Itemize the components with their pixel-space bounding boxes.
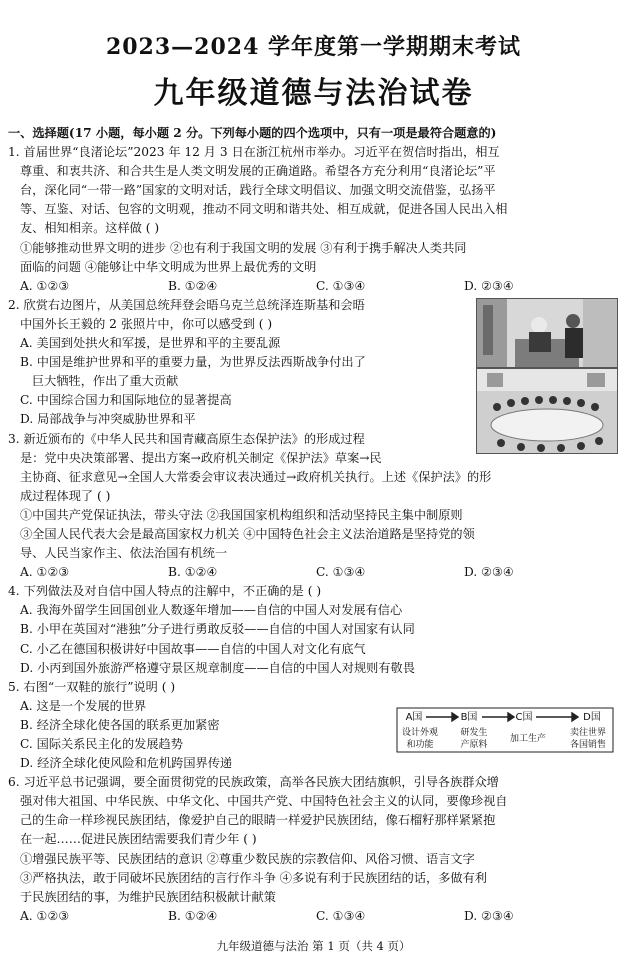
step-a-line2: 和功能 — [406, 740, 434, 750]
option-a: A. ①②③ — [20, 565, 70, 580]
q3-line: 主协商、征求意见→全国人大常委会审议表决通过→政府机关执行。上述《保护法》的形 — [20, 469, 492, 484]
page-footer: 九年级道德与法治 第 1 页（共 4 页） — [216, 939, 411, 953]
q6-line: 强对伟大祖国、中华民族、中华文化、中国共产党、中国特色社会主义的认同，要像珍视自 — [20, 794, 508, 809]
q5-line: 5. 右图“一双鞋的旅行”说明 ( ) — [8, 679, 176, 694]
exam-title-subject: 九年级道德与法治试卷 — [153, 76, 474, 111]
q6-choice: ③严格执法，敢于同破坏民族团结的言行作斗争 ④多说有利于民族团结的话，多做有利 — [20, 870, 487, 885]
step-c: 加工生产 — [509, 734, 547, 744]
country-d: D国 — [583, 712, 601, 723]
q1-line: 1. 首届世界“良渚论坛”2023 年 12 月 3 日在浙江杭州市举办。习近平在贺信时指出，相互 — [8, 145, 500, 160]
q4-line: 4. 下列做法及对自信中国人特点的注解中，不正确的是 ( ) — [8, 584, 322, 599]
q5-option: B. 经济全球化使各国的联系更加紧密 — [20, 717, 220, 732]
q6-choice: 于民族团结的事，为维护民族团结积极献计献策 — [20, 889, 276, 904]
q3-choice: 导、人民当家作主、依法治国有机统一 — [20, 546, 228, 561]
q1-line: 台，深化同“一带一路”国家的文明对话，践行全球文明倡议、加强文明交流借鉴，弘扬平 — [20, 183, 496, 198]
step-a-line1: 设计外观 — [401, 728, 439, 738]
option-b: B. ①②④ — [168, 278, 218, 293]
q1-line: 尊重、和衷共济、和合共生是人类文明发展的正确道路。希望各方充分利用“良渚论坛”平 — [20, 164, 496, 179]
question-body — [8, 124, 620, 926]
q1-line: 等、互鉴、对话、包容的文明观，推动不同文明和谐共处、相互成就，促进各国人民出入相 — [20, 202, 508, 217]
photo-meeting-wang-yi — [476, 368, 618, 454]
option-c: C. ①③④ — [316, 908, 366, 923]
country-b: B国 — [460, 712, 478, 723]
q5-option: C. 国际关系民主化的发展趋势 — [20, 737, 183, 751]
q6-options — [8, 907, 620, 926]
q2-line: 中国外长王毅的 2 张照片中，你可以感受到 ( ) — [20, 316, 273, 331]
q2-option: D. 局部战争与冲突威胁世界和平 — [20, 412, 196, 427]
step-b-line2: 产原料 — [460, 740, 488, 750]
q1-line: 友、相知相亲。这样做 ( ) — [20, 221, 160, 236]
option-a: A. ①②③ — [20, 908, 70, 923]
option-d: D. ②③④ — [464, 565, 514, 580]
q1-options — [8, 277, 620, 296]
q3-line: 是：党中央决策部署、提出方案→政府机关制定《保护法》草案→民 — [20, 450, 382, 465]
q1-choice: ①能够推动世界文明的进步 ②也有利于我国文明的发展 ③有利于携手解决人类共同 — [20, 240, 467, 255]
section-heading: 一、选择题(17 小题，每小题 2 分。下列每小题的四个选项中，只有一项是最符合题意的) — [8, 126, 497, 140]
q2-option: C. 中国综合国力和国际地位的显著提高 — [20, 393, 232, 408]
q3-choice: ①中国共产党保证执法，带头守法 ②我国国家机构组织和活动坚持民主集中制原则 — [20, 507, 463, 522]
q2-option: 巨大牺牲，作出了重大贡献 — [32, 374, 179, 389]
q5-option: D. 经济全球化使风险和危机跨国界传递 — [20, 756, 233, 771]
exam-title-year: 2023—2024 学年度第一学期期末考试 — [105, 34, 522, 60]
q6-line: 己的生命一样珍视民族团结，像爱护自己的眼睛一样爱护民族团结，像石榴籽那样紧紧抱 — [20, 813, 496, 828]
q2-option: B. 中国是维护世界和平的重要力量，为世界反法西斯战争付出了 — [20, 355, 366, 370]
q6-choice: ①增强民族平等、民族团结的意识 ②尊重少数民族的宗教信仰、风俗习惯、语言文字 — [20, 851, 475, 866]
option-c: C. ①③④ — [316, 565, 366, 580]
q5-option: A. 这是一个发展的世界 — [20, 698, 147, 713]
q2-option: A. 美国到处拱火和军援，是世界和平的主要乱源 — [20, 336, 281, 351]
q1-choice: 面临的问题 ④能够让中华文明成为世界上最优秀的文明 — [20, 259, 317, 274]
country-c: C国 — [515, 712, 533, 723]
option-d: D. ②③④ — [464, 278, 514, 293]
q2-line: 2. 欣赏右边图片，从美国总统拜登会晤乌克兰总统泽连斯基和会晤 — [8, 297, 365, 312]
step-d-line1: 卖往世界 — [569, 728, 607, 738]
shoe-journey-diagram — [396, 707, 614, 753]
photo-1-image — [477, 299, 617, 367]
q4-option: C. 小乙在德国积极讲好中国故事——自信的中国人对文化有底气 — [20, 641, 366, 656]
photo-biden-zelensky — [476, 298, 618, 368]
q3-line: 成过程体现了 ( ) — [20, 488, 111, 503]
option-b: B. ①②④ — [168, 565, 218, 580]
option-a: A. ①②③ — [20, 278, 70, 293]
q3-options — [8, 563, 620, 582]
q3-choice: ③全国人民代表大会是最高国家权力机关 ④中国特色社会主义法治道路是坚持党的领 — [20, 526, 475, 541]
q4-option: D. 小丙到国外旅游严格遵守景区规章制度——自信的中国人对规则有敬畏 — [20, 660, 415, 675]
q6-line: 6. 习近平总书记强调，要全面贯彻党的民族政策，高举各民族大团结旗帜，引导各族群众增 — [8, 775, 499, 790]
q4-option: A. 我海外留学生回国创业人数逐年增加——自信的中国人对发展有信心 — [20, 603, 403, 618]
photo-2-image — [477, 369, 617, 453]
option-b: B. ①②④ — [168, 908, 218, 923]
q3-line: 3. 新近颁布的《中华人民共和国青藏高原生态保护法》的形成过程 — [8, 431, 365, 446]
option-d: D. ②③④ — [464, 908, 514, 923]
country-a: A国 — [405, 712, 423, 723]
step-d-line2: 各国销售 — [569, 740, 607, 750]
q6-line: 在一起……促进民族团结需要我们青少年 ( ) — [20, 832, 257, 847]
step-b-line1: 研发生 — [460, 728, 488, 738]
q4-option: B. 小甲在英国对“港独”分子进行勇敢反驳——自信的中国人对国家有认同 — [20, 622, 415, 637]
option-c: C. ①③④ — [316, 278, 366, 293]
